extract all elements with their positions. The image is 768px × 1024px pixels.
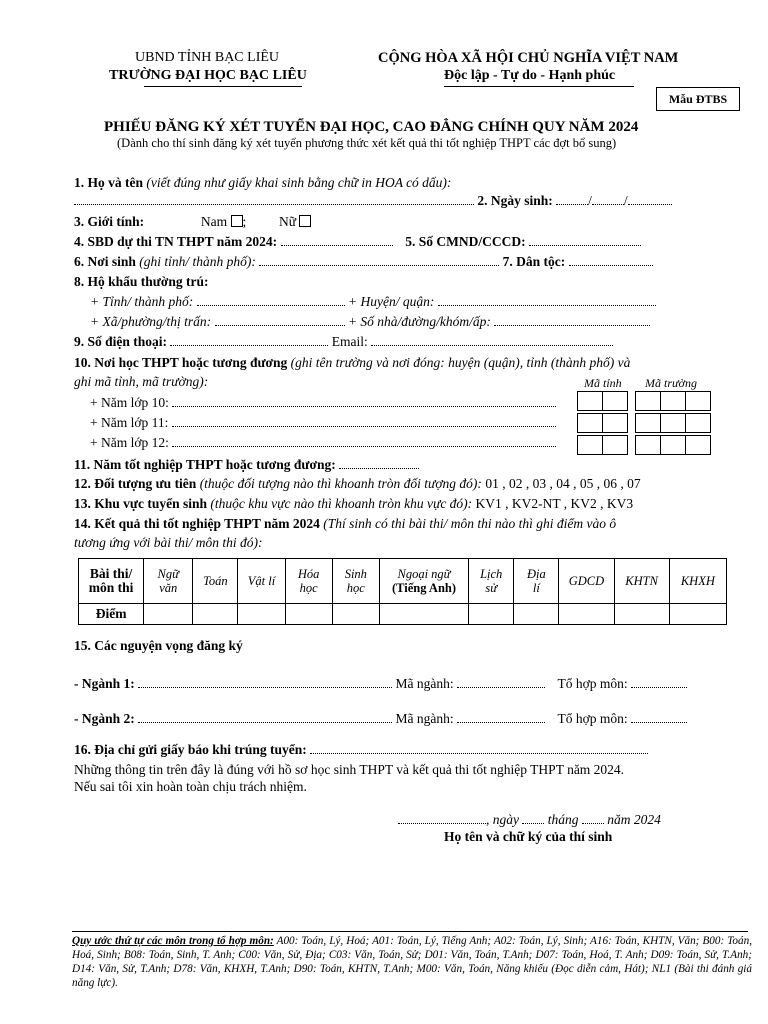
- exam-results-note: (Thí sinh có thi bài thi/ môn thi nào thì ghi điểm vào ô: [323, 516, 617, 531]
- grade12-row: [90, 435, 556, 451]
- preference-2-label: - Ngành 2:: [74, 711, 135, 726]
- birthplace-note: (ghi tỉnh/ thành phố):: [139, 254, 256, 269]
- id-card-label: 5. Số CMND/CCCD:: [405, 234, 526, 249]
- gender-female-label: Nữ: [279, 214, 297, 229]
- grade11-school-code-boxes[interactable]: [635, 413, 710, 433]
- subject-header: [332, 559, 379, 604]
- preference-1-combo-line[interactable]: [631, 676, 687, 688]
- dob-year-line[interactable]: [628, 193, 672, 205]
- score-table-row: [79, 604, 727, 625]
- district-line[interactable]: [438, 294, 656, 306]
- agency-name: UBND TỈNH BẠC LIÊU: [135, 50, 280, 65]
- field-full-name-line: [74, 193, 672, 209]
- form-subtitle: (Dành cho thí sinh đăng ký xét tuyển phương thức xét kết quả thi tốt nghiệp THPT các đợt bổ sung): [117, 136, 617, 150]
- graduation-year-label: 11. Năm tốt nghiệp THPT hoặc tương đương:: [74, 457, 336, 472]
- grade10-line[interactable]: [172, 395, 556, 407]
- full-name-note: (viết đúng như giấy khai sinh bằng chữ in HOA có dấu):: [146, 175, 452, 190]
- footer-lead: Quy ước thứ tự các môn trong tổ hợp môn:: [72, 935, 274, 947]
- dob-sep-2: /: [623, 193, 628, 208]
- score-cell[interactable]: [469, 604, 514, 625]
- score-cell[interactable]: [669, 604, 726, 625]
- commune-label: + Xã/phường/thị trấn:: [90, 314, 212, 329]
- school-code-label: Mã trường: [645, 376, 697, 390]
- subject-line1: Địa: [526, 567, 546, 581]
- school-name: TRƯỜNG ĐẠI HỌC BẠC LIÊU: [109, 68, 307, 83]
- preference-1-code-line[interactable]: [457, 676, 545, 688]
- subject-line1: Hóa: [297, 567, 320, 581]
- score-cell[interactable]: [332, 604, 379, 625]
- subject-line2: (Tiếng Anh): [391, 581, 457, 595]
- field-birthplace: [74, 254, 653, 270]
- preferences-label: 15. Các nguyện vọng đăng ký: [74, 638, 243, 653]
- grade11-label: + Năm lớp 11:: [90, 415, 169, 430]
- phone-label: 9. Số điện thoại:: [74, 334, 168, 349]
- dob-label: 2. Ngày sinh:: [477, 193, 553, 208]
- subject-header: [238, 559, 285, 604]
- date-day-line[interactable]: [522, 812, 544, 824]
- grade12-school-code-boxes[interactable]: [635, 435, 710, 455]
- province-code-label: Mã tỉnh: [584, 376, 622, 390]
- district-label: + Huyện/ quận:: [348, 294, 435, 309]
- score-header-line2: môn thi: [88, 580, 134, 595]
- gender-label: 3. Giới tính:: [74, 214, 145, 229]
- score-cell[interactable]: [514, 604, 559, 625]
- field-graduation-year: [74, 457, 419, 473]
- gender-male-label: Nam: [200, 214, 228, 229]
- grade10-label: + Năm lớp 10:: [90, 395, 169, 410]
- form-code-box: Mẫu ĐTBS: [656, 87, 740, 111]
- grade12-label: + Năm lớp 12:: [90, 435, 169, 450]
- residence-row-2: [90, 314, 650, 330]
- field-exam-results: [74, 516, 616, 532]
- subject-line2: sử: [485, 581, 498, 595]
- subject-line2: lí: [532, 581, 540, 595]
- grade11-line[interactable]: [172, 415, 556, 427]
- national-title: CỘNG HÒA XÃ HỘI CHỦ NGHĨA VIỆT NAM: [378, 50, 679, 66]
- preference-1-label: - Ngành 1:: [74, 676, 135, 691]
- residence-label: 8. Hộ khẩu thường trú:: [74, 274, 209, 289]
- phone-line[interactable]: [170, 334, 328, 346]
- dob-month-line[interactable]: [592, 193, 624, 205]
- subject-header: [193, 559, 238, 604]
- preference-2-combo-label: Tổ hợp môn:: [557, 711, 628, 726]
- high-school-note: (ghi tên trường và nơi đóng: huyện (quận), tỉnh (thành phố) và: [290, 355, 631, 370]
- graduation-year-line[interactable]: [339, 457, 419, 469]
- preference-2-major-line[interactable]: [138, 711, 392, 723]
- field-exam-id: [74, 234, 641, 250]
- province-line[interactable]: [197, 294, 345, 306]
- score-table: [78, 558, 727, 625]
- subject-line2: học: [299, 581, 318, 595]
- region-options[interactable]: KV1 , KV2-NT , KV2 , KV3: [475, 496, 634, 511]
- preference-1-code-label: Mã ngành:: [395, 676, 454, 691]
- preference-2-combo-line[interactable]: [631, 711, 687, 723]
- field-residence: [74, 274, 208, 290]
- national-motto: Độc lập - Tự do - Hạnh phúc: [444, 68, 616, 83]
- date-month-line[interactable]: [582, 812, 604, 824]
- subject-header: [379, 559, 468, 604]
- ethnicity-label: 7. Dân tộc:: [502, 254, 566, 269]
- street-label: + Số nhà/đường/khóm/ấp:: [347, 314, 491, 329]
- preference-1-row: [74, 676, 687, 692]
- subject-header: [559, 559, 614, 604]
- form-title: PHIẾU ĐĂNG KÝ XÉT TUYỂN ĐẠI HỌC, CAO ĐẲNG CHÍNH QUY NĂM 2024: [104, 119, 639, 135]
- field-phone: [74, 334, 613, 350]
- score-table-header: [79, 559, 727, 604]
- footer-note: [72, 934, 752, 990]
- preference-2-row: [74, 711, 687, 727]
- grade12-line[interactable]: [172, 435, 556, 447]
- score-cell[interactable]: [238, 604, 285, 625]
- exam-results-note-2: tương ứng với bài thi/ môn thi đó):: [74, 535, 263, 550]
- school-underline: [144, 86, 302, 87]
- exam-id-line[interactable]: [281, 234, 393, 246]
- gender-sep: ;: [242, 214, 247, 229]
- date-year-label: năm 2024: [607, 812, 661, 827]
- email-label: Email:: [331, 334, 368, 349]
- residence-row-1: [90, 294, 656, 310]
- score-cell[interactable]: [285, 604, 332, 625]
- signature-date: [398, 812, 661, 828]
- field-high-school: [74, 355, 630, 371]
- date-month-label: tháng: [547, 812, 579, 827]
- mail-address-line[interactable]: [310, 742, 648, 754]
- subject-line1: Sinh: [344, 567, 367, 581]
- email-line[interactable]: [371, 334, 613, 346]
- subject-header: [614, 559, 669, 604]
- subject-line2: văn: [159, 581, 178, 595]
- motto-underline: [444, 86, 634, 87]
- priority-note: (thuộc đối tượng nào thì khoanh tròn đối tượng đó):: [199, 476, 482, 491]
- birthplace-label: 6. Nơi sinh: [74, 254, 136, 269]
- field-full-name: [74, 175, 451, 191]
- mail-address-label: 16. Địa chỉ gửi giấy báo khi trúng tuyển:: [74, 742, 307, 757]
- field-gender: [74, 214, 311, 230]
- preference-2-code-line[interactable]: [457, 711, 545, 723]
- subject-line1: Ngoại ngữ: [397, 567, 451, 581]
- subject-line1: GDCD: [568, 574, 605, 588]
- subject-header: [285, 559, 332, 604]
- high-school-note-2: ghi mã tỉnh, mã trường):: [74, 374, 209, 389]
- exam-results-label: 14. Kết quả thi tốt nghiệp THPT năm 2024: [74, 516, 320, 531]
- subject-header: [669, 559, 726, 604]
- id-card-line[interactable]: [529, 234, 641, 246]
- dob-sep-1: /: [588, 193, 592, 208]
- signature-place-line[interactable]: [398, 812, 486, 824]
- subject-line1: Lịch: [480, 567, 503, 581]
- grade10-row: [90, 395, 556, 411]
- subject-line1: Vật lí: [247, 574, 276, 588]
- preference-1-major-line[interactable]: [138, 676, 392, 688]
- grade10-school-code-boxes[interactable]: [635, 391, 710, 411]
- score-row-label: Điểm: [79, 604, 144, 625]
- field-mail-address: [74, 742, 648, 758]
- priority-options[interactable]: 01 , 02 , 03 , 04 , 05 , 06 , 07: [485, 476, 641, 491]
- field-preferences: [74, 638, 243, 654]
- field-region: [74, 496, 633, 512]
- grade11-row: [90, 415, 556, 431]
- score-cell[interactable]: [379, 604, 468, 625]
- field-priority: [74, 476, 641, 492]
- footer-text: A00: Toán, Lý, Hoá; A01: Toán, Lý, Tiếng Anh; A02: Toán, Lý, Sinh; A16: Toán, KHTN, Văn; B00: Toán, Hoá, Sinh; B08: Toán, Sinh, T. Anh; C00: Văn, Sử, Địa; C03: Văn, Toán, Sử; D01: Văn, Toán, T.Anh; D07: Toán, Hoá, T. Anh; D09: Toán, Sử, T.Anh; D14: Văn, Sử, T.Anh; D78: Văn, KHXH, T.Anh; D90: Toán, KHTN, T.Anh; M00: Văn, Toán, Năng khiếu (Đọc diễn cảm, Hát); NL1 (Bài thi đánh giá năng lực).: [72, 935, 752, 989]
- preference-1-combo-label: Tổ hợp môn:: [557, 676, 628, 691]
- subject-line1: Toán: [203, 574, 228, 588]
- date-day-label: , ngày: [486, 812, 519, 827]
- full-name-label: 1. Họ và tên: [74, 175, 143, 190]
- subject-header: [144, 559, 193, 604]
- score-header-first: [79, 559, 144, 604]
- region-note: (thuộc khu vực nào thì khoanh tròn khu vực đó):: [210, 496, 473, 511]
- score-cell[interactable]: [559, 604, 614, 625]
- full-name-input-line[interactable]: [74, 193, 474, 205]
- ethnicity-line[interactable]: [569, 254, 653, 266]
- subject-header: [514, 559, 559, 604]
- score-cell[interactable]: [193, 604, 238, 625]
- score-header-line1: Bài thi/: [89, 566, 133, 581]
- street-line[interactable]: [494, 314, 650, 326]
- subject-line2: học: [346, 581, 365, 595]
- grade10-province-code-boxes[interactable]: [577, 391, 627, 411]
- subject-line1: KHXH: [680, 574, 715, 588]
- signature-label: Họ tên và chữ ký của thí sinh: [444, 829, 613, 844]
- province-label: + Tỉnh/ thành phố:: [90, 294, 194, 309]
- preference-2-code-label: Mã ngành:: [395, 711, 454, 726]
- region-label: 13. Khu vực tuyển sinh: [74, 496, 208, 511]
- subject-header: [469, 559, 514, 604]
- gender-female-checkbox[interactable]: [299, 215, 311, 227]
- footer-divider: [72, 931, 748, 932]
- grade12-province-code-boxes[interactable]: [577, 435, 627, 455]
- priority-label: 12. Đối tượng ưu tiên: [74, 476, 197, 491]
- declaration-line-1: Những thông tin trên đây là đúng với hồ sơ học sinh THPT và kết quả thi tốt nghiệp THPT năm 2024.: [74, 762, 625, 777]
- high-school-label: 10. Nơi học THPT hoặc tương đương: [74, 355, 288, 370]
- dob-day-line[interactable]: [556, 193, 588, 205]
- score-cell[interactable]: [614, 604, 669, 625]
- score-cell[interactable]: [144, 604, 193, 625]
- grade11-province-code-boxes[interactable]: [577, 413, 627, 433]
- commune-line[interactable]: [215, 314, 345, 326]
- gender-male-checkbox[interactable]: [231, 215, 243, 227]
- declaration-line-2: Nếu sai tôi xin hoàn toàn chịu trách nhiệm.: [74, 779, 307, 794]
- subject-line1: KHTN: [625, 574, 658, 588]
- birthplace-line[interactable]: [259, 254, 499, 266]
- exam-id-label: 4. SBD dự thi TN THPT năm 2024:: [74, 234, 278, 249]
- subject-line1: Ngữ: [157, 567, 179, 581]
- high-school-note-row: [74, 374, 208, 390]
- exam-results-note-row: [74, 535, 263, 551]
